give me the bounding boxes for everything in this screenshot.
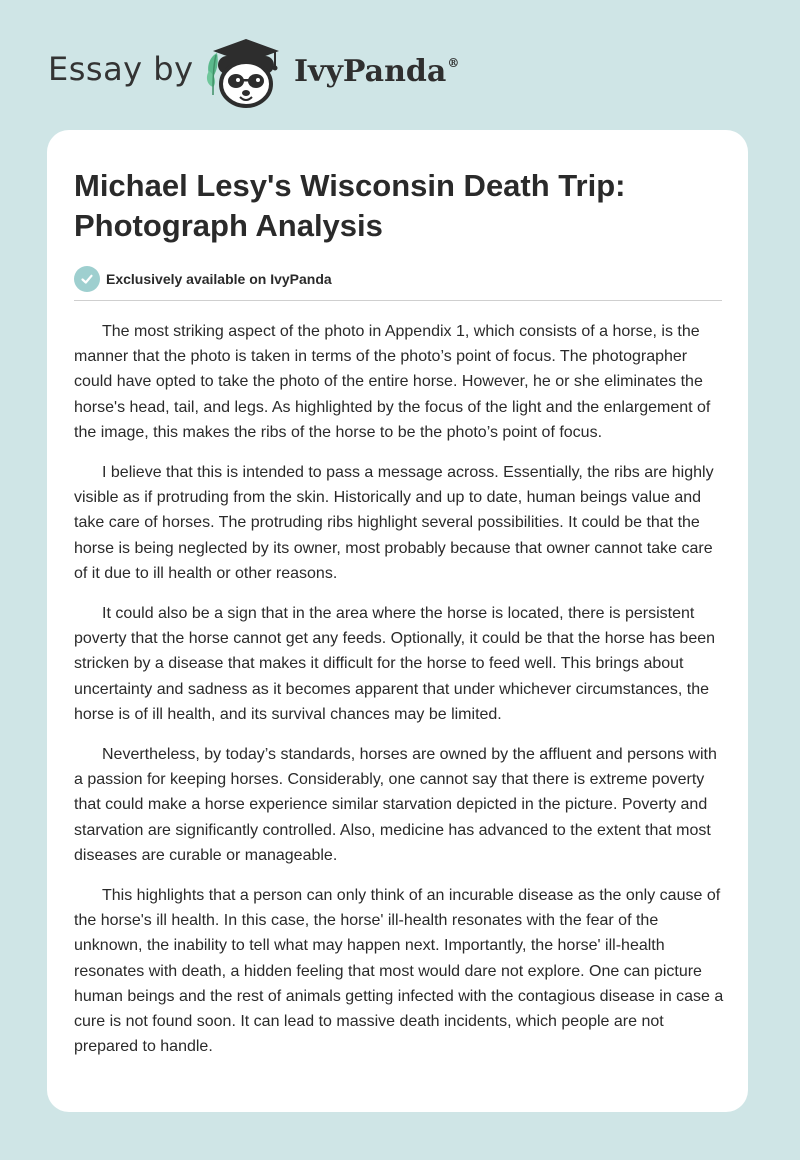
check-icon	[74, 266, 100, 292]
availability-badge	[74, 266, 722, 292]
article-body	[74, 319, 724, 1059]
article-card	[47, 130, 748, 1112]
site-header	[0, 0, 800, 120]
essay-by-label: Essay by	[48, 50, 194, 88]
paragraph: Nevertheless, by today’s standards, horses are owned by the affluent and persons with a passion for keeping horses. Considerably, one cannot say that there is extreme poverty that could make a horse experience similar starvation depicted in the picture. Poverty and starvation are significantly controlled. Also, medicine has advanced to the extent that most diseases are curable or manageable.	[74, 746, 717, 864]
badge-text: Exclusively available on IvyPanda	[106, 271, 332, 287]
paragraph: This highlights that a person can only think of an incurable disease as the only cause of the horse's ill health. In this case, the horse' ill-health resonates with the fear of the unknown, the inability to tell what may happen next. Importantly, the horse' ill-health resonates with death, a hidden feeling that most would dare not explore. One can picture human beings and the rest of animals getting infected with the contagious disease in case a cure is not found soon. It can lead to massive death incidents, which people are not prepared to handle.	[74, 887, 724, 1056]
paragraph: It could also be a sign that in the area where the horse is located, there is persistent poverty that the horse cannot get any feeds. Optionally, it could be that the horse has been stricken by a disease that makes it difficult for the horse to feed well. This brings about uncertainty and sadness as it becomes apparent that under whichever circumstances, the horse is of ill health, and its survival chances may be limited.	[74, 605, 716, 723]
paragraph: I believe that this is intended to pass a message across. Essentially, the ribs are highly visible as if protruding from the skin. Historically and up to date, human beings value and take care of horses. The protruding ribs highlight several possibilities. It could be that the horse is being neglected by its owner, most probably because that owner cannot take care of it due to ill health or other reasons.	[74, 464, 714, 582]
registered-mark: ®	[447, 56, 460, 70]
brand-name[interactable]: IvyPanda®	[294, 54, 460, 89]
paragraph: The most striking aspect of the photo in Appendix 1, which consists of a horse, is the manner that the photo is taken in terms of the photo’s point of focus. The photographer could have opted to take the photo of the entire horse. However, he or she eliminates the horse's head, tail, and legs. As highlighted by the focus of the light and the enlargement of the image, this makes the ribs of the horse to be the photo’s point of focus.	[74, 323, 711, 441]
divider	[74, 300, 722, 301]
article-title: Michael Lesy's Wisconsin Death Trip: Photograph Analysis	[74, 168, 626, 243]
panda-logo-icon[interactable]	[203, 35, 287, 111]
